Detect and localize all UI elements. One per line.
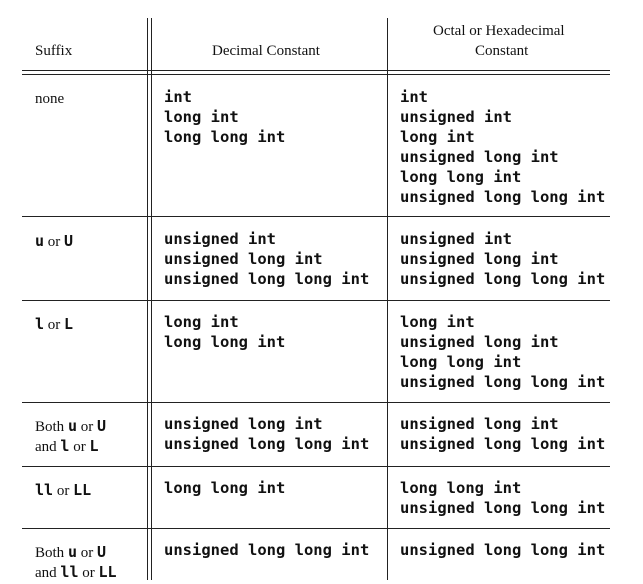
octhex-type-entry: long long int — [400, 168, 522, 186]
octhex-type-entry: unsigned long long int — [400, 373, 606, 391]
suffix-text: or — [69, 439, 90, 455]
suffix-text: none — [35, 91, 65, 107]
decimal-type-entry: long long int — [164, 479, 286, 497]
octhex-type-entry: long long int — [400, 353, 522, 371]
octhex-type-entry: unsigned int — [400, 108, 512, 126]
octhex-type-entry: int — [400, 88, 428, 106]
suffix-cell-line — [35, 314, 73, 335]
decimal-type-entry: unsigned long int — [164, 415, 323, 433]
header-octal-hex-line2: Constant — [475, 43, 529, 59]
suffix-text: or — [44, 234, 65, 250]
suffix-code: U — [96, 543, 106, 561]
octhex-type-entry: long long int — [400, 479, 522, 497]
suffix-text: and — [35, 565, 61, 581]
octhex-type-entry: unsigned long long int — [400, 499, 606, 517]
octhex-type-entry: unsigned long long int — [400, 435, 606, 453]
suffix-code: U — [96, 417, 106, 435]
suffix-text: and — [35, 439, 61, 455]
suffix-cell-line — [35, 480, 91, 501]
suffix-cell-line — [35, 542, 106, 563]
column-divider-single — [387, 18, 388, 580]
decimal-type-entry: long int — [164, 108, 239, 126]
suffix-cell-line — [35, 89, 64, 109]
suffix-code: L — [64, 315, 74, 333]
suffix-code: U — [64, 232, 74, 250]
suffix-text: or — [76, 419, 97, 435]
octhex-type-entry: unsigned int — [400, 230, 512, 248]
decimal-type-entry: unsigned long long int — [164, 270, 370, 288]
header-decimal-constant: Decimal Constant — [212, 43, 320, 59]
decimal-type-entry: unsigned int — [164, 230, 276, 248]
decimal-type-entry: unsigned long int — [164, 250, 323, 268]
suffix-text: or — [44, 317, 65, 333]
suffix-code: l — [35, 315, 45, 333]
suffix-code: u — [67, 543, 77, 561]
suffix-text: or — [78, 565, 99, 581]
suffix-code: LL — [73, 481, 92, 499]
column-divider-double-left — [147, 18, 148, 580]
decimal-type-entry: int — [164, 88, 192, 106]
decimal-type-entry: long int — [164, 313, 239, 331]
decimal-type-entry: long long int — [164, 333, 286, 351]
header-rule-bottom — [22, 74, 610, 75]
decimal-type-entry: long long int — [164, 128, 286, 146]
header-suffix: Suffix — [35, 43, 73, 59]
row-separator — [22, 528, 610, 529]
suffix-text: or — [76, 545, 97, 561]
suffix-cell-line — [35, 416, 106, 437]
suffix-text: Both — [35, 545, 68, 561]
header-octal-hex-line1: Octal or Hexadecimal — [433, 23, 565, 39]
row-separator — [22, 300, 610, 301]
suffix-text: Both — [35, 419, 68, 435]
octhex-type-entry: long int — [400, 128, 475, 146]
row-separator — [22, 402, 610, 403]
suffix-code: u — [67, 417, 77, 435]
octhex-type-entry: unsigned long long int — [400, 541, 606, 559]
octhex-type-entry: unsigned long long int — [400, 270, 606, 288]
suffix-text: or — [53, 483, 74, 499]
suffix-code: u — [35, 232, 45, 250]
header-rule-top — [22, 70, 610, 71]
octhex-type-entry: unsigned long int — [400, 148, 559, 166]
decimal-type-entry: unsigned long long int — [164, 435, 370, 453]
decimal-type-entry: unsigned long long int — [164, 541, 370, 559]
suffix-cell-line — [35, 231, 73, 252]
suffix-code: ll — [35, 481, 54, 499]
octhex-type-entry: unsigned long int — [400, 250, 559, 268]
row-separator — [22, 216, 610, 217]
suffix-code: LL — [98, 563, 117, 581]
suffix-code: l — [60, 437, 70, 455]
octhex-type-entry: unsigned long int — [400, 415, 559, 433]
row-separator — [22, 466, 610, 467]
suffix-code: L — [89, 437, 99, 455]
column-divider-double-right — [151, 18, 152, 580]
octhex-type-entry: unsigned long int — [400, 333, 559, 351]
octhex-type-entry: unsigned long long int — [400, 188, 606, 206]
suffix-code: ll — [60, 563, 79, 581]
octhex-type-entry: long int — [400, 313, 475, 331]
suffix-cell-line — [35, 436, 98, 457]
suffix-cell-line — [35, 562, 117, 583]
